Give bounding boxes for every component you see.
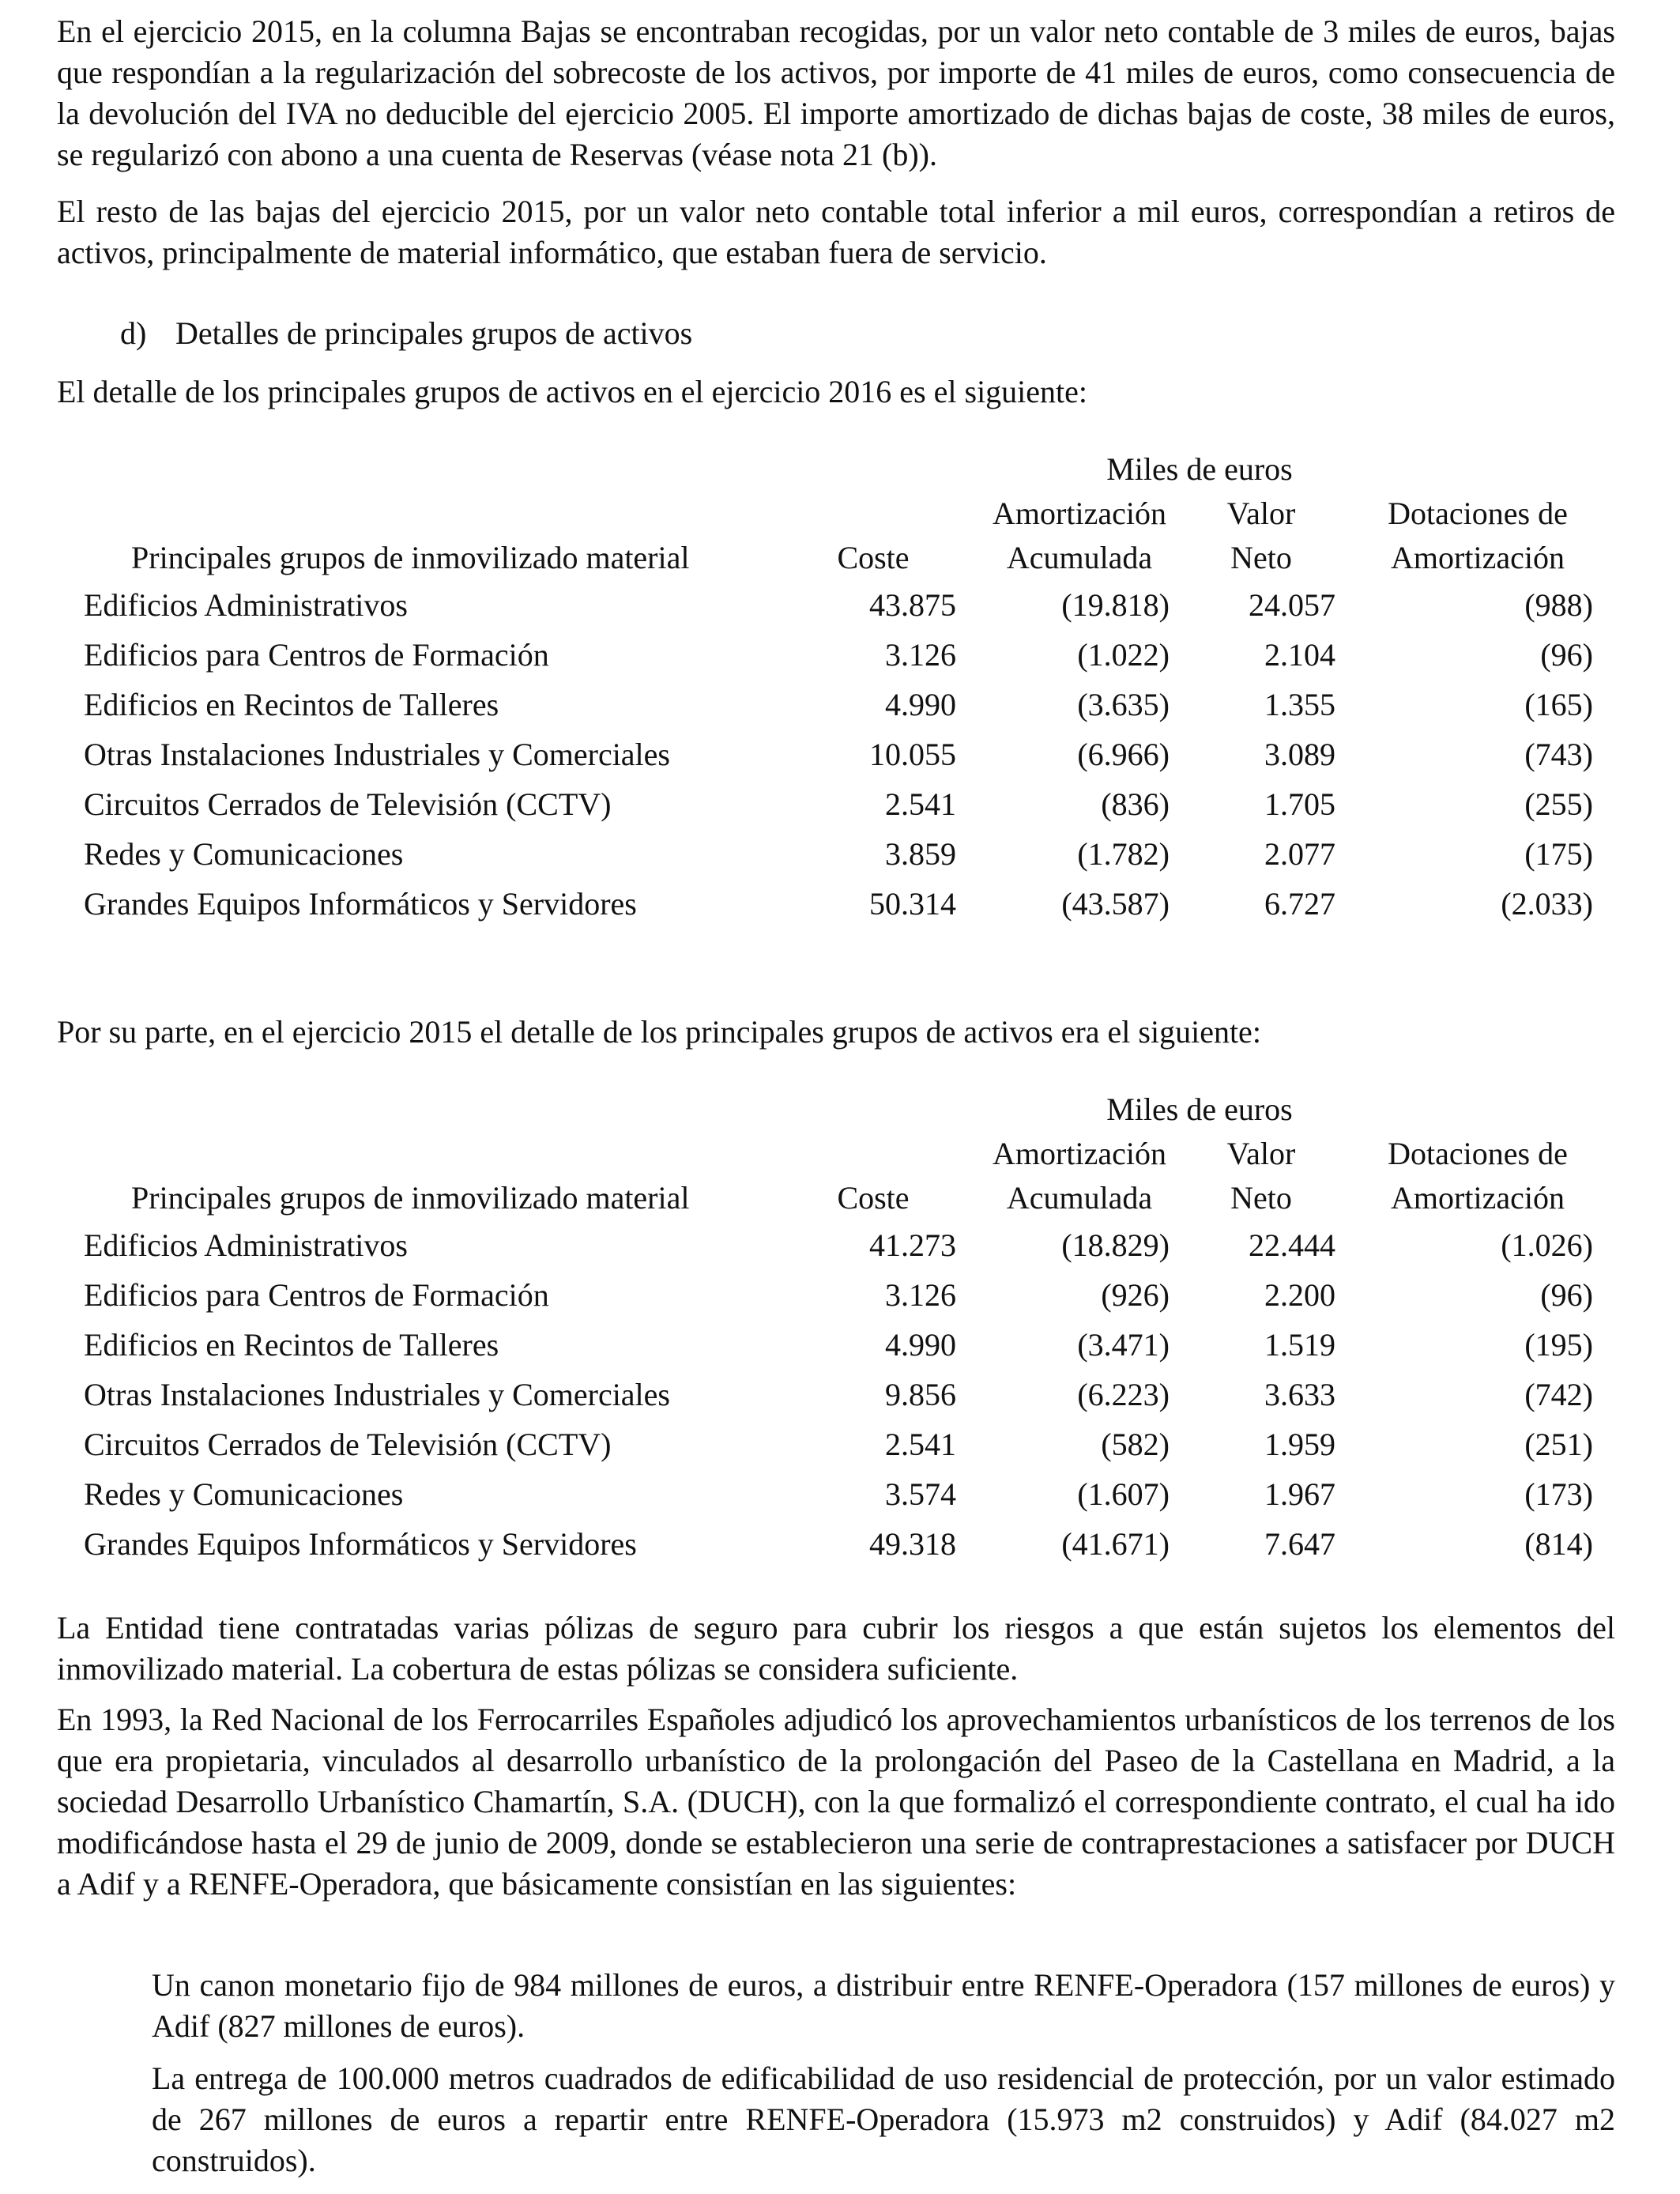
paragraph-bajas-2015: En el ejercicio 2015, en la columna Bajas se encontraban recogidas, por un valor neto contable de 3 miles de euros, bajas que respondían a la regularización del sobrecoste de los activos, por importe de 41 miles de euros, como consecuencia de la devolución del IVA no deducible del ejercicio 2005. El importe amortizado de dichas bajas de coste, 38 miles de euros, se regularizó con abono a una cuenta de Reservas (véase nota 21 (b)).: [57, 13, 1615, 172]
header-coste: Coste: [837, 1180, 910, 1216]
cell-valor-neto: 1.967: [1264, 1476, 1335, 1512]
header-neto: Neto: [1230, 540, 1292, 575]
table-row: [0, 1227, 1680, 1276]
table-row: [0, 686, 1680, 736]
table-row: [0, 1376, 1680, 1426]
row-label: Edificios en Recintos de Talleres: [84, 687, 499, 722]
header-acumulada: Acumulada: [1006, 1180, 1153, 1216]
cell-amortizacion-acumulada: (41.671): [1061, 1526, 1170, 1562]
row-label: Grandes Equipos Informáticos y Servidores: [84, 886, 637, 922]
cell-amortizacion-acumulada: (582): [1101, 1427, 1170, 1462]
cell-coste: 3.126: [885, 637, 956, 673]
header-dotaciones-de: Dotaciones de: [1388, 496, 1568, 531]
cell-amortizacion-acumulada: (1.782): [1077, 836, 1170, 872]
cell-amortizacion-acumulada: (3.471): [1077, 1327, 1170, 1363]
row-label: Edificios Administrativos: [84, 1227, 408, 1263]
table-row: [0, 636, 1680, 686]
cell-amortizacion-acumulada: (3.635): [1077, 687, 1170, 722]
table-row: [0, 885, 1680, 935]
header-dotaciones-de: Dotaciones de: [1388, 1136, 1568, 1171]
header-miles-de-euros: Miles de euros: [1106, 451, 1293, 487]
cell-amortizacion-acumulada: (6.966): [1077, 737, 1170, 772]
cell-coste: 2.541: [885, 786, 956, 822]
cell-valor-neto: 3.633: [1264, 1377, 1335, 1412]
header-dot-amortizacion: Amortización: [1391, 1180, 1565, 1216]
cell-coste: 4.990: [885, 687, 956, 722]
row-label: Redes y Comunicaciones: [84, 1476, 404, 1512]
row-label: Edificios Administrativos: [84, 587, 408, 623]
header-grupo: Principales grupos de inmovilizado material: [131, 1180, 690, 1216]
cell-dotaciones: (255): [1524, 786, 1593, 822]
cell-amortizacion-acumulada: (6.223): [1077, 1377, 1170, 1412]
cell-coste: 4.990: [885, 1327, 956, 1363]
table-row: [0, 1525, 1680, 1575]
table-row: [0, 736, 1680, 786]
cell-dotaciones: (175): [1524, 836, 1593, 872]
header-dot-amortizacion: Amortización: [1391, 540, 1565, 575]
header-neto: Neto: [1230, 1180, 1292, 1216]
cell-coste: 43.875: [869, 587, 956, 623]
cell-amortizacion-acumulada: (836): [1101, 786, 1170, 822]
cell-valor-neto: 1.959: [1264, 1427, 1335, 1462]
cell-valor-neto: 1.705: [1264, 786, 1335, 822]
header-amortizacion: Amortización: [993, 1136, 1166, 1171]
cell-dotaciones: (814): [1524, 1526, 1593, 1562]
row-label: Grandes Equipos Informáticos y Servidores: [84, 1526, 637, 1562]
cell-coste: 10.055: [869, 737, 956, 772]
cell-dotaciones: (251): [1524, 1427, 1593, 1462]
section-marker: d): [120, 315, 147, 351]
row-label: Edificios en Recintos de Talleres: [84, 1327, 499, 1363]
cell-dotaciones: (173): [1524, 1476, 1593, 1512]
table-row: [0, 586, 1680, 636]
cell-valor-neto: 2.077: [1264, 836, 1335, 872]
list-item-canon: Un canon monetario fijo de 984 millones de euros, a distribuir entre RENFE-Operadora (157 millones de euros) y Adif (827 millones de euros).: [152, 1967, 1615, 2044]
paragraph-duch-contrato: En 1993, la Red Nacional de los Ferrocarriles Españoles adjudicó los aprovechamientos urbanísticos de los terrenos de los que era propietaria, vinculados al desarrollo urbanístico de la prolongación del Paseo de la Castellana en Madrid, a la sociedad Desarrollo Urbanístico Chamartín, S.A. (DUCH), con la que formalizó el correspondiente contrato, el cual ha ido modificándose hasta el 29 de junio de 2009, donde se establecieron una serie de contraprestaciones a satisfacer por DUCH a Adif y a RENFE-Operadora, que básicamente consistían en las siguientes:: [57, 1702, 1615, 1902]
cell-coste: 41.273: [869, 1227, 956, 1263]
cell-dotaciones: (743): [1524, 737, 1593, 772]
cell-amortizacion-acumulada: (926): [1101, 1277, 1170, 1313]
header-miles-de-euros: Miles de euros: [1106, 1091, 1293, 1127]
cell-valor-neto: 1.355: [1264, 687, 1335, 722]
row-label: Edificios para Centros de Formación: [84, 637, 549, 673]
table-row: [0, 1326, 1680, 1376]
cell-valor-neto: 22.444: [1249, 1227, 1335, 1263]
cell-valor-neto: 24.057: [1249, 587, 1335, 623]
table-row: [0, 786, 1680, 835]
cell-dotaciones: (165): [1524, 687, 1593, 722]
paragraph-resto-bajas: El resto de las bajas del ejercicio 2015, por un valor neto contable total inferior a mil euros, correspondían a retiros de activos, principalmente de material informático, que estaban fuera de servicio.: [57, 194, 1615, 270]
table-row: [0, 835, 1680, 885]
header-acumulada: Acumulada: [1006, 540, 1153, 575]
cell-coste: 3.574: [885, 1476, 956, 1512]
list-item-edificabilidad: La entrega de 100.000 metros cuadrados de edificabilidad de uso residencial de protección, por un valor estimado de 267 millones de euros a repartir entre RENFE-Operadora (15.973 m2 construidos) y Adif (84.027 m2 construidos).: [152, 2060, 1615, 2178]
section-heading: [120, 313, 692, 354]
row-label: Otras Instalaciones Industriales y Comerciales: [84, 1377, 670, 1412]
cell-amortizacion-acumulada: (1.607): [1077, 1476, 1170, 1512]
cell-coste: 49.318: [869, 1526, 956, 1562]
cell-coste: 3.859: [885, 836, 956, 872]
header-grupo: Principales grupos de inmovilizado material: [131, 540, 690, 575]
cell-dotaciones: (96): [1540, 637, 1593, 673]
cell-coste: 2.541: [885, 1427, 956, 1462]
cell-amortizacion-acumulada: (18.829): [1061, 1227, 1170, 1263]
cell-amortizacion-acumulada: (43.587): [1061, 886, 1170, 922]
header-valor: Valor: [1226, 1136, 1296, 1171]
cell-dotaciones: (2.033): [1501, 886, 1593, 922]
cell-amortizacion-acumulada: (19.818): [1061, 587, 1170, 623]
row-label: Redes y Comunicaciones: [84, 836, 404, 872]
paragraph-intro-2016: El detalle de los principales grupos de activos en el ejercicio 2016 es el siguiente:: [57, 374, 1088, 409]
row-label: Circuitos Cerrados de Televisión (CCTV): [84, 786, 612, 822]
cell-coste: 50.314: [869, 886, 956, 922]
cell-coste: 9.856: [885, 1377, 956, 1412]
cell-valor-neto: 2.104: [1264, 637, 1335, 673]
header-amortizacion: Amortización: [993, 496, 1166, 531]
header-valor: Valor: [1226, 496, 1296, 531]
cell-dotaciones: (195): [1524, 1327, 1593, 1363]
header-coste: Coste: [837, 540, 910, 575]
table-row: [0, 1426, 1680, 1476]
cell-dotaciones: (988): [1524, 587, 1593, 623]
cell-valor-neto: 3.089: [1264, 737, 1335, 772]
section-title: Detalles de principales grupos de activos: [175, 315, 693, 351]
table-row: [0, 1276, 1680, 1326]
row-label: Edificios para Centros de Formación: [84, 1277, 549, 1313]
row-label: Otras Instalaciones Industriales y Comerciales: [84, 737, 670, 772]
cell-dotaciones: (1.026): [1501, 1227, 1593, 1263]
cell-valor-neto: 6.727: [1264, 886, 1335, 922]
table-row: [0, 1476, 1680, 1525]
paragraph-polizas-seguro: La Entidad tiene contratadas varias pólizas de seguro para cubrir los riesgos a que están sujetos los elementos del inmovilizado material. La cobertura de estas pólizas se considera suficiente.: [57, 1610, 1615, 1687]
cell-dotaciones: (96): [1540, 1277, 1593, 1313]
row-label: Circuitos Cerrados de Televisión (CCTV): [84, 1427, 612, 1462]
cell-valor-neto: 2.200: [1264, 1277, 1335, 1313]
cell-valor-neto: 1.519: [1264, 1327, 1335, 1363]
cell-coste: 3.126: [885, 1277, 956, 1313]
cell-valor-neto: 7.647: [1264, 1526, 1335, 1562]
cell-dotaciones: (742): [1524, 1377, 1593, 1412]
cell-amortizacion-acumulada: (1.022): [1077, 637, 1170, 673]
paragraph-intro-2015: Por su parte, en el ejercicio 2015 el detalle de los principales grupos de activos era el siguiente:: [57, 1014, 1261, 1050]
